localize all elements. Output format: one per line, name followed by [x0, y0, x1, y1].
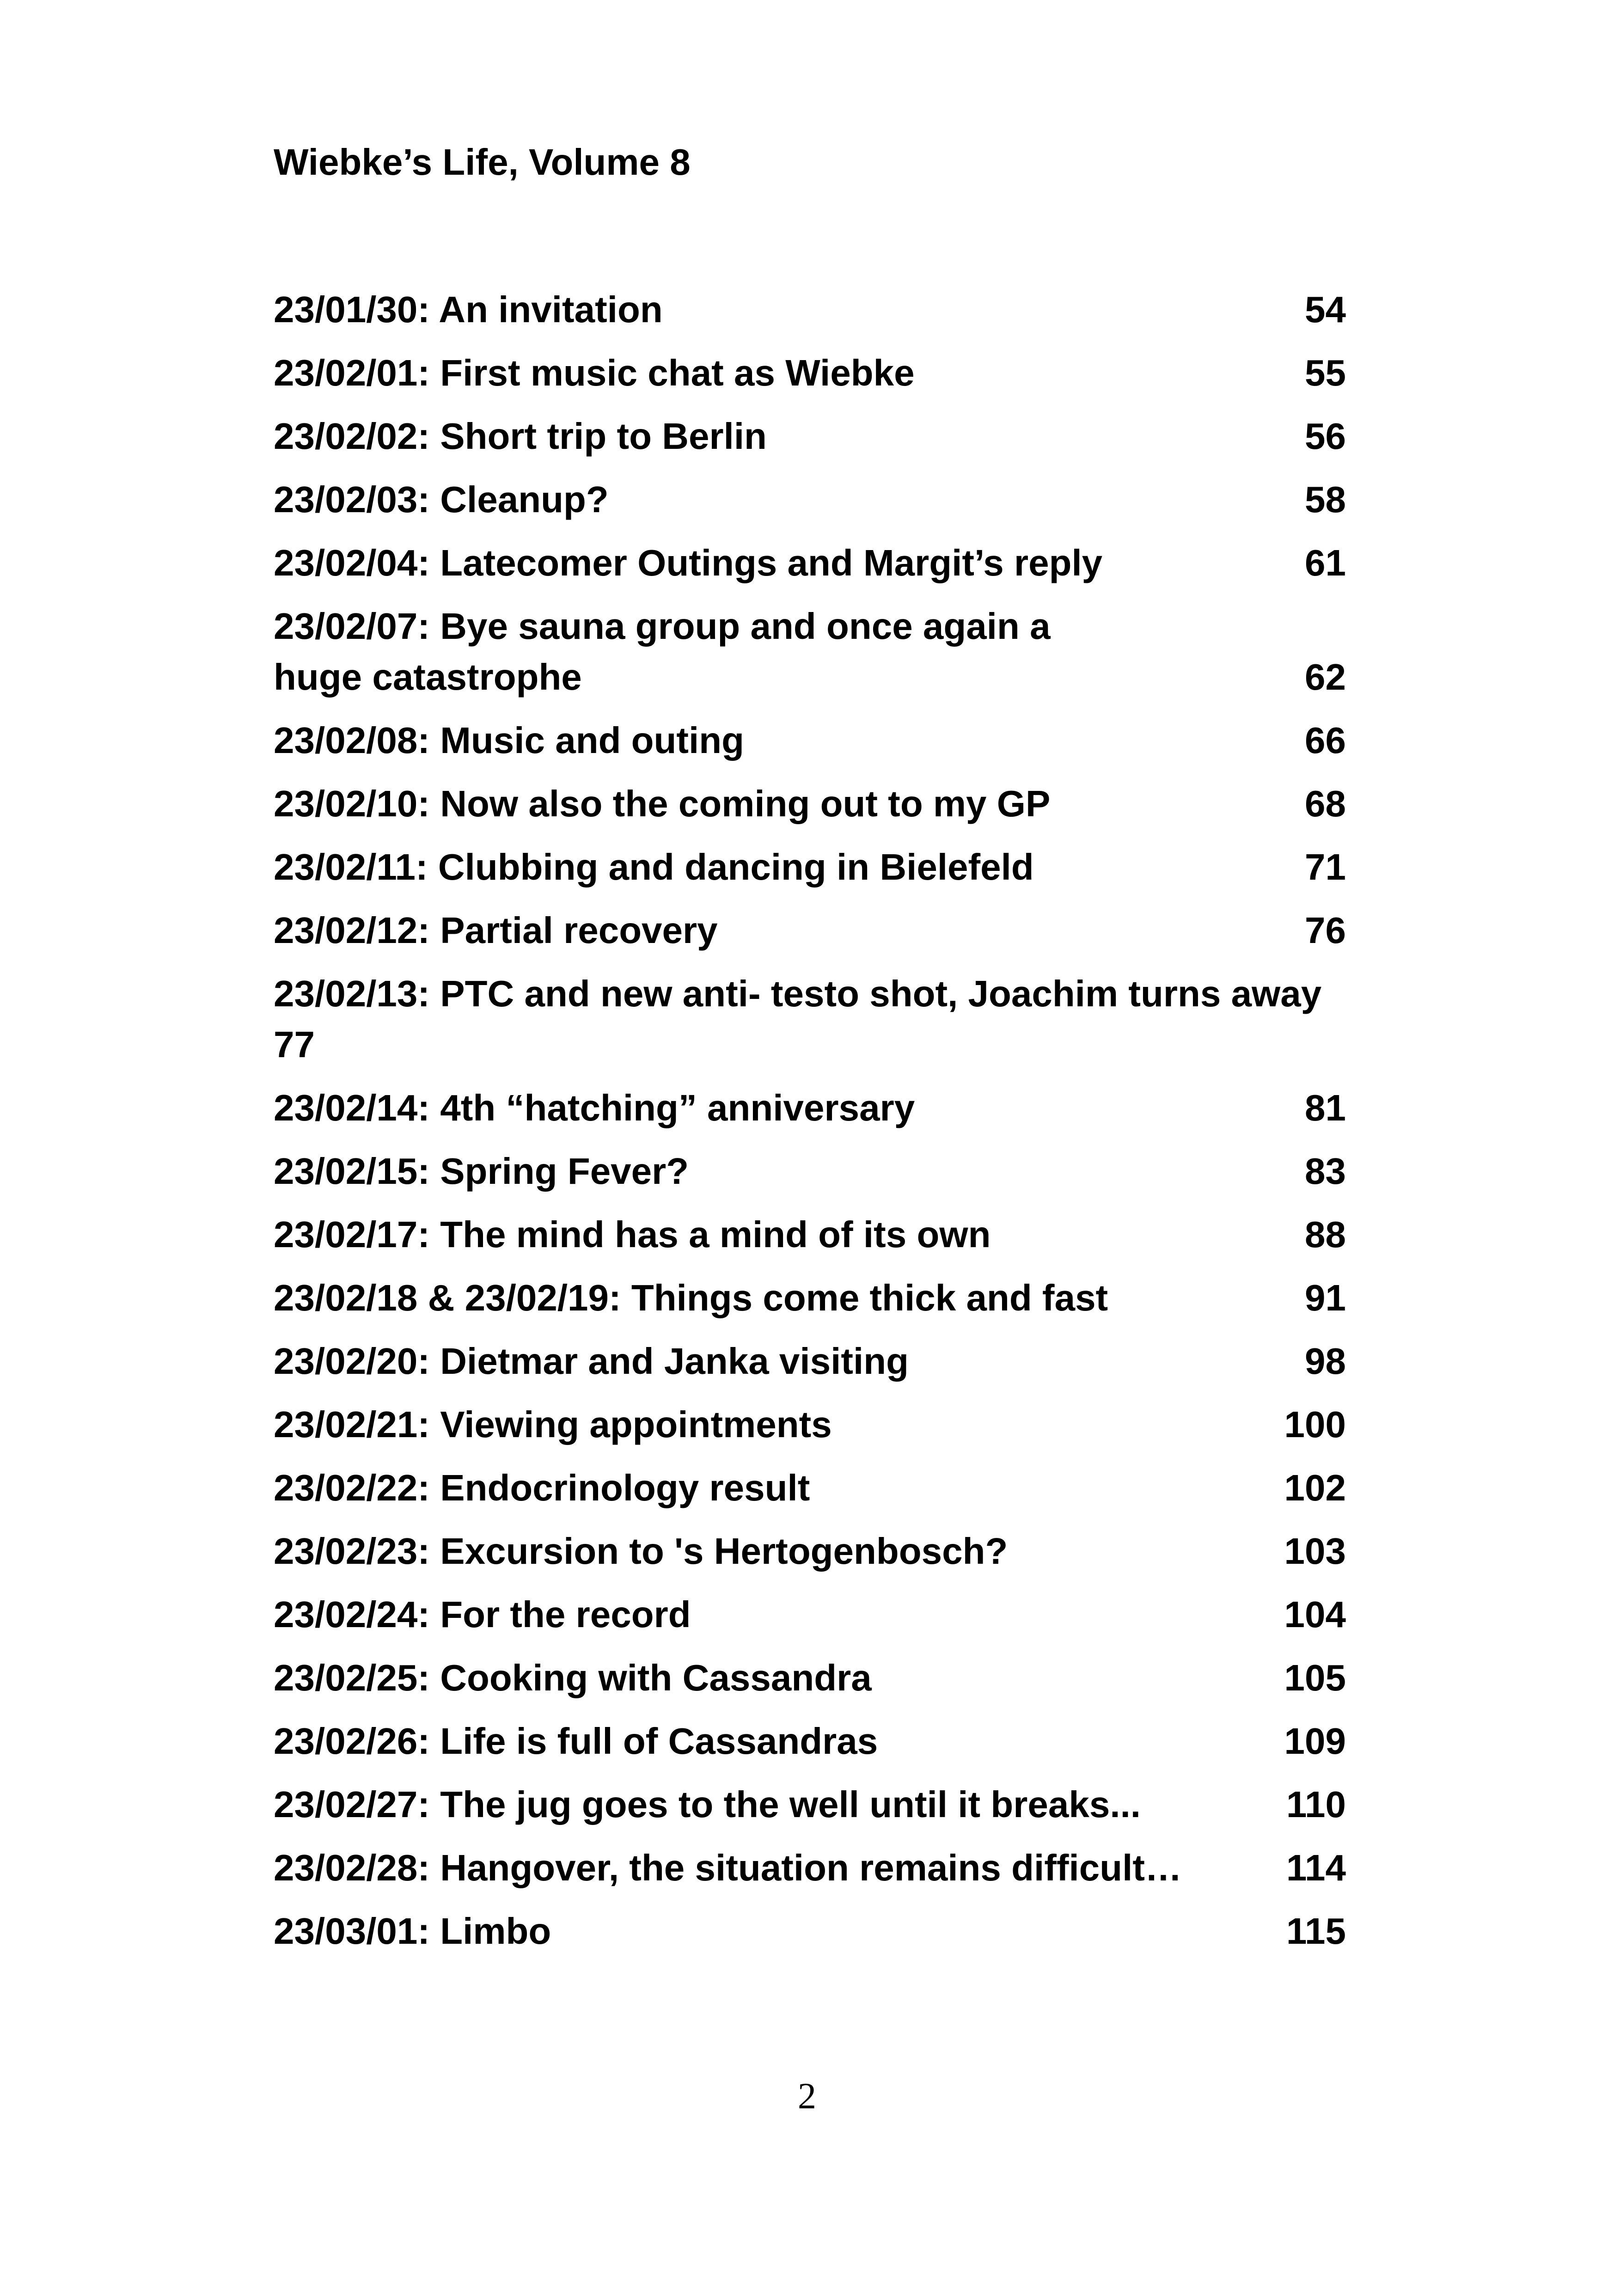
toc-entry-title: 23/02/13: PTC and new anti- testo shot, Joachim turns away	[274, 973, 1322, 1014]
toc-entry-title: 23/02/15: Spring Fever?	[274, 1151, 689, 1192]
toc-entry	[274, 474, 1346, 525]
toc-entry	[274, 1906, 1346, 1957]
toc-entry-page: 88	[1305, 1214, 1346, 1255]
toc-entry-page: 105	[1284, 1657, 1346, 1698]
toc-entry-title: 23/02/03: Cleanup?	[274, 479, 609, 520]
toc-entry	[274, 348, 1346, 398]
toc-entry	[274, 1779, 1346, 1830]
toc-entry-title: 23/01/30: An invitation	[274, 289, 663, 330]
toc-entry-page: 55	[1305, 352, 1346, 393]
toc-entry-title: 23/02/01: First music chat as Wiebke	[274, 352, 915, 393]
toc-entry-title: 23/02/25: Cooking with Cassandra	[274, 1657, 872, 1698]
toc-entry	[274, 715, 1346, 766]
toc-entry-title: 23/02/24: For the record	[274, 1594, 691, 1635]
toc-entry-title: 23/02/28: Hangover, the situation remains difficult…	[274, 1847, 1182, 1888]
toc-entry	[274, 842, 1346, 893]
toc-entry-title: 23/02/11: Clubbing and dancing in Bielefeld	[274, 846, 1034, 888]
toc-entry-title: 23/02/23: Excursion to 's Hertogenbosch?	[274, 1531, 1008, 1572]
toc-entry-page: 58	[1305, 479, 1346, 520]
toc-entry	[274, 538, 1346, 588]
toc-entry-page: 68	[1305, 783, 1346, 824]
toc-entry	[274, 1653, 1346, 1703]
toc-entry-page: 104	[1284, 1594, 1346, 1635]
toc-entry	[274, 905, 1346, 956]
toc-entry	[274, 284, 1346, 335]
toc-entry-page: 103	[1284, 1531, 1346, 1572]
toc-entry-title: 23/02/26: Life is full of Cassandras	[274, 1720, 878, 1762]
toc-entry-page: 100	[1284, 1404, 1346, 1445]
page-title: Wiebke’s Life, Volume 8	[274, 141, 691, 183]
toc-entry-page: 77	[274, 1024, 315, 1065]
toc-entry-page: 76	[1305, 910, 1346, 951]
toc-entry-page: 56	[1305, 416, 1346, 457]
table-of-contents	[274, 284, 1346, 1969]
toc-entry-title: 23/02/04: Latecomer Outings and Margit’s reply	[274, 542, 1103, 583]
toc-entry	[274, 1843, 1346, 1893]
toc-entry-page: 109	[1284, 1720, 1346, 1762]
toc-entry-title: 23/02/07: Bye sauna group and once again a huge catastrophe	[274, 606, 1051, 698]
toc-entry-title: 23/02/17: The mind has a mind of its own	[274, 1214, 991, 1255]
toc-entry-title: 23/02/20: Dietmar and Janka visiting	[274, 1341, 909, 1382]
toc-entry-title: 23/02/27: The jug goes to the well until it breaks...	[274, 1784, 1141, 1825]
toc-entry-title: 23/02/08: Music and outing	[274, 720, 745, 761]
toc-entry-page: 62	[1305, 656, 1346, 698]
toc-entry-title: 23/02/18 & 23/02/19: Things come thick and fast	[274, 1277, 1108, 1318]
toc-entry-title: 23/02/10: Now also the coming out to my GP	[274, 783, 1051, 824]
toc-entry-page: 115	[1286, 1910, 1346, 1952]
toc-entry-title: 23/03/01: Limbo	[274, 1910, 551, 1952]
toc-entry-title: 23/02/22: Endocrinology result	[274, 1467, 810, 1508]
toc-entry-page: 61	[1305, 542, 1346, 583]
toc-entry-title: 23/02/14: 4th “hatching” anniversary	[274, 1087, 915, 1128]
toc-entry	[274, 968, 1346, 1070]
toc-entry	[274, 1336, 1346, 1387]
toc-entry	[274, 601, 1346, 703]
page-number: 2	[798, 2076, 816, 2117]
toc-entry	[274, 1716, 1346, 1767]
toc-entry	[274, 1209, 1346, 1260]
toc-entry	[274, 778, 1346, 829]
toc-entry-title: 23/02/02: Short trip to Berlin	[274, 416, 767, 457]
toc-entry-page: 102	[1284, 1467, 1346, 1508]
toc-entry-page: 110	[1286, 1784, 1346, 1825]
toc-entry-title: 23/02/12: Partial recovery	[274, 910, 718, 951]
toc-entry-title: 23/02/21: Viewing appointments	[274, 1404, 832, 1445]
toc-entry-page: 81	[1305, 1087, 1346, 1128]
toc-entry-page: 114	[1286, 1847, 1346, 1888]
toc-entry-page: 98	[1305, 1341, 1346, 1382]
toc-entry	[274, 1526, 1346, 1577]
toc-entry	[274, 1589, 1346, 1640]
toc-entry-page: 54	[1305, 289, 1346, 330]
toc-entry	[274, 1083, 1346, 1133]
toc-entry	[274, 1146, 1346, 1197]
toc-entry	[274, 1399, 1346, 1450]
toc-entry	[274, 1273, 1346, 1323]
toc-entry	[274, 411, 1346, 462]
toc-entry-page: 91	[1305, 1277, 1346, 1318]
toc-entry-page: 71	[1305, 846, 1346, 888]
toc-entry-page: 66	[1305, 720, 1346, 761]
toc-entry-page: 83	[1305, 1151, 1346, 1192]
toc-entry	[274, 1463, 1346, 1513]
